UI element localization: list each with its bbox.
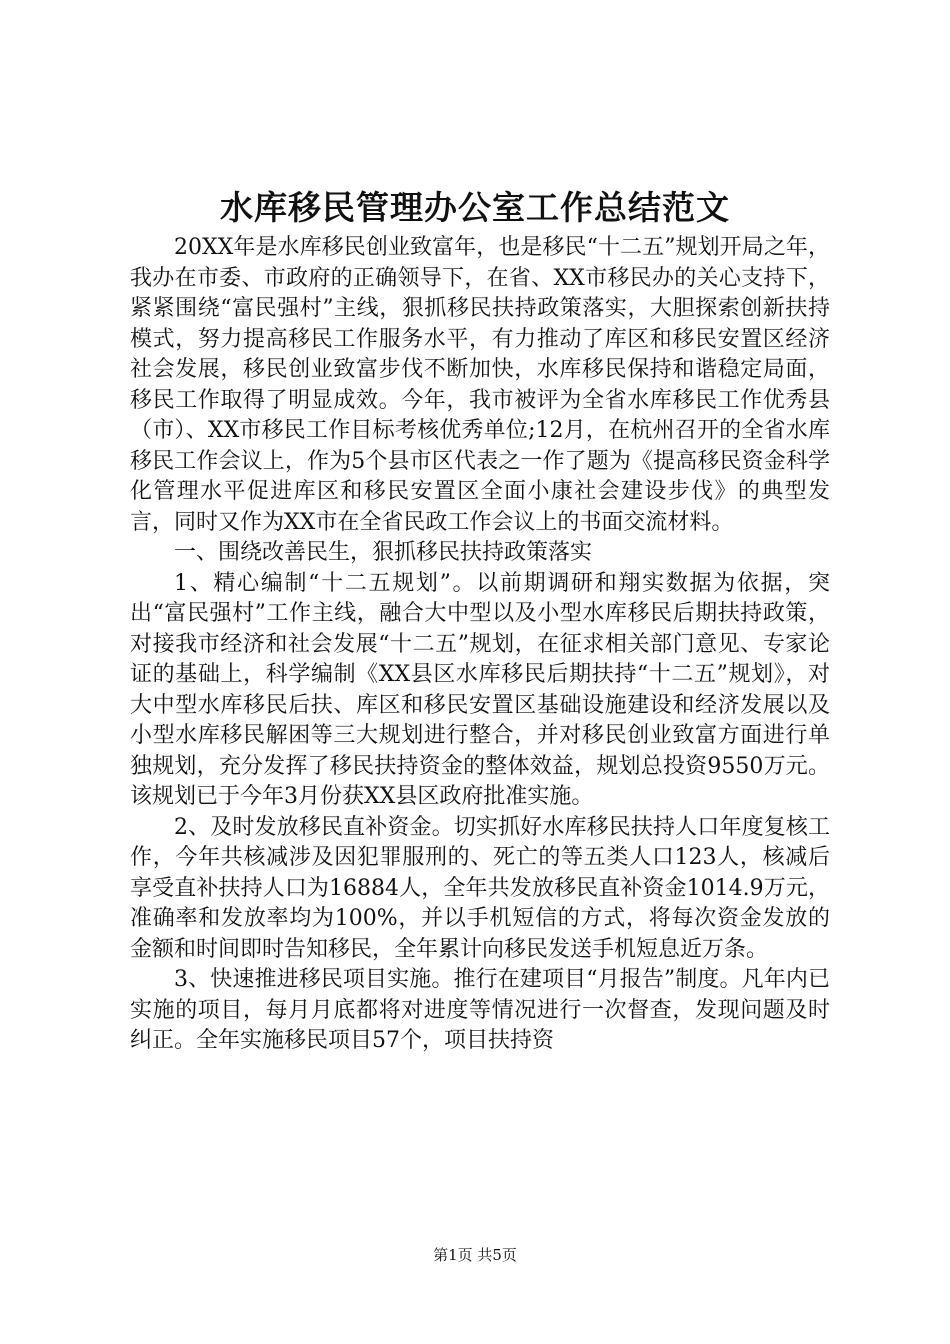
paragraph-intro: 20XX年是水库移民创业致富年，也是移民“十二五”规划开局之年，我办在市委、市政府的正确领导下，在省、XX市移民办的关心支持下，紧紧围绕“富民强村”主线，狠抓移民扶持政策落实，大胆探索创新扶持模式，努力提高移民工作服务水平，有力推动了库区和移民安置区经济社会发展，移民创业致富步伐不断加快，水库移民保持和谐稳定局面，移民工作取得了明显成效。今年，我市被评为全省水库移民工作优秀县（市）、XX市移民工作目标考核优秀单位;12月，在杭州召开的全省水库移民工作会议上，作为5个县市区代表之一作了题为《提高移民资金科学化管理水平促进库区和移民安置区全面小康社会建设步伐》的典型发言，同时又作为XX市在全省民政工作会议上的书面交流材料。 [130,235,830,535]
document-title: 水库移民管理办公室工作总结范文 [220,188,730,227]
section-heading-1: 一、围绕改善民生，狠抓移民扶持政策落实 [174,540,593,565]
paragraph-item-2: 2、及时发放移民直补资金。切实抓好水库移民扶持人口年度复核工作，今年共核减涉及因犯罪服刑的、死亡的等五类人口123人，核减后享受直补扶持人口为16884人，全年共发放移民直补资金1014.9万元，准确率和发放率均为100%，并以手机短信的方式，将每次资金发放的金额和时间即时告知移民，全年累计向移民发送手机短息近万条。 [130,814,830,962]
document-body [130,233,830,1057]
page-footer: 第1页 共5页 [433,1246,517,1264]
paragraph-item-1: 1、精心编制“十二五规划”。以前期调研和翔实数据为依据，突出“富民强村”工作主线，融合大中型以及小型水库移民后期扶持政策，对接我市经济和社会发展“十二五”规划，在征求相关部门意见、专家论证的基础上，科学编制《XX县区水库移民后期扶持“十二五”规划》，对大中型水库移民后扶、库区和移民安置区基础设施建设和经济发展以及小型水库移民解困等三大规划进行整合，并对移民创业致富方面进行单独规划，充分发挥了移民扶持资金的整体效益，规划总投资9550万元。该规划已于今年3月份获XX县区政府批准实施。 [130,570,830,809]
paragraph-item-3: 3、快速推进移民项目实施。推行在建项目“月报告”制度。凡年内已实施的项目，每月月底都将对进度等情况进行一次督查，发现问题及时纠正。全年实施移民项目57个，项目扶持资 [130,967,830,1053]
